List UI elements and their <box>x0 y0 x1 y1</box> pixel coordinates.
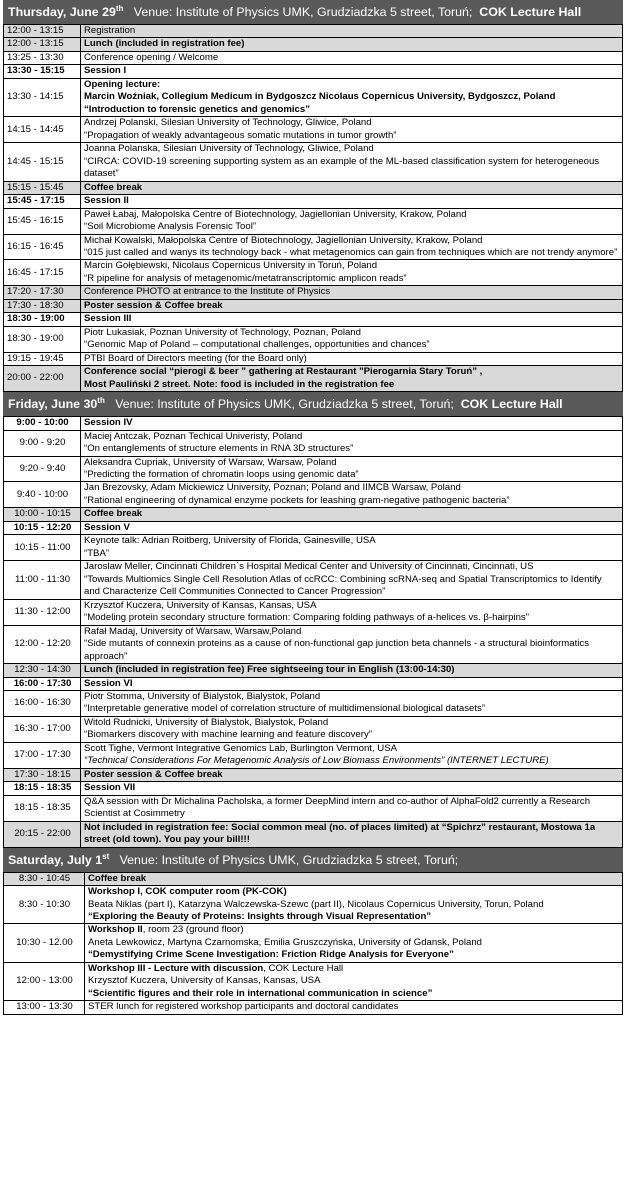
time-cell: 18:30 - 19:00 <box>4 326 81 352</box>
event-line: Marcin Gołębiewski, Nicolaus Copernicus University in Toruń, Poland <box>84 260 378 272</box>
schedule-row <box>4 181 623 194</box>
day-header <box>3 0 623 24</box>
event-line: Krzysztof Kuczera, University of Kansas, Kansas, USA <box>84 599 317 611</box>
event-cell <box>81 286 623 299</box>
schedule-row <box>4 716 623 742</box>
day-hall: COK Lecture Hall <box>479 5 582 19</box>
schedule-row <box>4 535 623 561</box>
day-header <box>3 848 623 872</box>
time-cell: 17:30 - 18:30 <box>4 299 81 312</box>
time-cell: 11:00 - 11:30 <box>4 561 81 599</box>
event-cell <box>81 78 623 116</box>
event-line: Michał Kowalski, Małopolska Centre of Biotechnology, Jagiellonian University, Krakow, Poland <box>84 234 483 246</box>
time-cell: 20:15 - 22:00 <box>4 821 81 847</box>
event-cell <box>85 924 623 962</box>
time-cell: 13:30 - 14:15 <box>4 78 81 116</box>
event-line: Opening lecture: <box>84 78 161 90</box>
event-cell <box>81 716 623 742</box>
time-cell: 12:00 - 12:20 <box>4 625 81 663</box>
event-line <box>88 963 620 975</box>
schedule-row <box>4 886 623 924</box>
schedule-row <box>4 456 623 482</box>
schedule-row <box>4 352 623 365</box>
event-cell <box>81 313 623 326</box>
event-line: “Introduction to forensic genetics and genomics” <box>84 103 311 115</box>
event-line-bold: Workshop II <box>88 924 143 936</box>
event-line: Paweł Łabaj, Małopolska Centre of Biotechnology, Jagiellonian University, Krakow, Poland <box>84 208 467 220</box>
event-cell <box>81 65 623 78</box>
schedule-row <box>4 690 623 716</box>
time-cell: 9:00 - 10:00 <box>4 417 81 430</box>
day-venue: Venue: Institute of Physics UMK, Grudziadzka 5 street, Toruń; <box>115 397 454 412</box>
event-line: “Rational engineering of dynamical enzyme pockets for leashing gram-negative pathogenic bacteria” <box>84 494 510 506</box>
event-cell <box>81 561 623 599</box>
schedule-row <box>4 782 623 795</box>
schedule-row <box>4 664 623 677</box>
schedule-row <box>4 677 623 690</box>
schedule-row <box>4 768 623 781</box>
event-line: Conference opening / Welcome <box>84 51 219 63</box>
event-line <box>88 924 620 936</box>
schedule-row <box>4 561 623 599</box>
event-cell <box>81 625 623 663</box>
event-cell <box>81 117 623 143</box>
event-line: “Demystifying Crime Scene Investigation: Friction Ridge Analysis for Everyone” <box>88 949 454 961</box>
event-line: Beata Niklas (part I), Katarzyna Walczewska-Szewc (part II), Nicolaus Copernicus University, Torun, Poland <box>88 898 544 910</box>
event-line: Piotr Stomma, University of Bialystok, Bialystok, Poland <box>84 690 321 702</box>
day-date-suffix: st <box>102 851 110 861</box>
event-line: Coffee break <box>88 872 147 884</box>
event-cell <box>81 508 623 521</box>
schedule-row <box>4 962 623 1000</box>
schedule-row <box>4 599 623 625</box>
event-line: Session II <box>84 195 129 207</box>
time-cell: 12:00 - 13:15 <box>4 25 81 38</box>
event-cell <box>81 690 623 716</box>
event-line: Krzysztof Kuczera, University of Kansas, Kansas, USA <box>88 975 321 987</box>
event-cell <box>85 1001 623 1014</box>
event-cell <box>81 742 623 768</box>
time-cell: 15:15 - 15:45 <box>4 181 81 194</box>
schedule-row <box>4 143 623 181</box>
event-line-bold: Workshop III - Lecture with discussion <box>88 962 264 974</box>
time-cell: 13:25 - 13:30 <box>4 51 81 64</box>
event-cell <box>81 417 623 430</box>
time-cell: 19:15 - 19:45 <box>4 352 81 365</box>
event-line: Coffee break <box>84 181 143 193</box>
time-cell: 9:00 - 9:20 <box>4 430 81 456</box>
day-date-suffix: th <box>115 3 124 13</box>
event-line: “Biomarkers discovery with machine learning and feature discovery” <box>84 729 372 741</box>
event-line-bold: Workshop I <box>88 886 141 898</box>
event-cell <box>81 260 623 286</box>
event-line: Aneta Lewkowicz, Martyna Czarnomska, Emilia Gruszczyńska, University of Gdansk, Poland <box>88 936 483 948</box>
event-line: “Technical Considerations For Metagenomic Analysis of Low Biomass Environments” (INTERNET LECTURE) <box>84 755 549 767</box>
event-line: Session VII <box>84 782 136 794</box>
schedule-row <box>4 313 623 326</box>
time-cell: 12:00 - 13:00 <box>4 962 85 1000</box>
event-line: PTBI Board of Directors meeting (for the Board only) <box>84 352 307 364</box>
schedule-row <box>4 260 623 286</box>
event-line: Scott Tighe, Vermont Integrative Genomics Lab, Burlington Vermont, USA <box>84 742 398 754</box>
time-cell: 10:00 - 10:15 <box>4 508 81 521</box>
time-cell: 10:15 - 12:20 <box>4 521 81 534</box>
schedule-row <box>4 299 623 312</box>
event-line: “Towards Multiomics Single Cell Resolution Atlas of ccRCC: Combining scRNA-seq and Spatial Transcriptomics to Identify and Characterize Cell Communities Connected to Cancer Progression” <box>84 573 602 598</box>
event-line: “Soil Microbiome Analysis Forensic Tool” <box>84 221 257 233</box>
event-cell <box>81 599 623 625</box>
schedule-row <box>4 521 623 534</box>
event-line: Jaroslaw Meller, Cincinnati Children`s Hospital Medical Center and University of Cincinnati, Cincinnati, US <box>84 561 534 573</box>
schedule-row <box>4 482 623 508</box>
event-cell <box>81 821 623 847</box>
day-venue: Venue: Institute of Physics UMK, Grudziadzka 5 street, Toruń; <box>133 5 473 19</box>
day-date: Saturday, July 1st <box>8 851 110 867</box>
time-cell: 16:00 - 16:30 <box>4 690 81 716</box>
time-cell: 17:00 - 17:30 <box>4 742 81 768</box>
event-cell <box>81 366 623 392</box>
event-cell <box>81 234 623 260</box>
schedule-row <box>4 417 623 430</box>
schedule-row <box>4 795 623 821</box>
schedule-row <box>4 872 623 885</box>
time-cell: 12:00 - 13:15 <box>4 38 81 51</box>
event-line: Lunch (included in registration fee) <box>84 38 245 50</box>
event-line: “R pipeline for analysis of metagenomic/metatranscriptomic amplicon reads” <box>84 272 407 284</box>
time-cell: 11:30 - 12:00 <box>4 599 81 625</box>
schedule-row <box>4 117 623 143</box>
event-line: Jan Brezovsky, Adam Mickiewicz University, Poznan; Poland and IIMCB Warsaw, Poland <box>84 482 461 494</box>
event-line: STER lunch for registered workshop participants and doctoral candidates <box>88 1001 399 1013</box>
event-line: “On entanglements of structure elements in RNA 3D structures” <box>84 443 354 455</box>
schedule-row <box>4 51 623 64</box>
event-line: Piotr Lukasiak, Poznan University of Technology, Poznan, Poland <box>84 326 361 338</box>
time-cell: 12:30 - 14:30 <box>4 664 81 677</box>
day-date-suffix: th <box>97 396 105 405</box>
event-cell <box>81 195 623 208</box>
schedule-row <box>4 508 623 521</box>
event-line: Witold Rudnicki, University of Bialystok, Bialystok, Poland <box>84 716 329 728</box>
event-line: “015 just called and wanys its technology back - what metagenomics can gain from techniques which are not trendy anymore” <box>84 246 618 258</box>
day-hall: COK Lecture Hall <box>460 397 563 412</box>
event-line: “CIRCA: COVID-19 screening supporting system as an example of the ML-based classification system for heterogeneous dataset” <box>84 155 600 180</box>
time-cell: 14:45 - 15:15 <box>4 143 81 181</box>
event-line: Poster session & Coffee break <box>84 768 223 780</box>
event-line-rest: , room 23 (ground floor) <box>142 924 244 936</box>
time-cell: 14:15 - 14:45 <box>4 117 81 143</box>
schedule-row <box>4 78 623 116</box>
event-line: Keynote talk: Adrian Roitberg, University of Florida, Gainesville, USA <box>84 535 376 547</box>
time-cell: 20:00 - 22:00 <box>4 366 81 392</box>
event-line: Rafał Madaj, University of Warsaw, Warsaw,Poland <box>84 625 302 637</box>
event-cell <box>81 677 623 690</box>
event-line: Andrzej Polanski, Silesian University of Technology, Gliwice, Poland <box>84 117 372 129</box>
event-cell <box>81 181 623 194</box>
event-line: Maciej Antczak, Poznan Techical Univeristy, Poland <box>84 430 303 442</box>
schedule-row <box>4 25 623 38</box>
event-cell <box>81 143 623 181</box>
schedule-row <box>4 924 623 962</box>
time-cell: 13:30 - 15:15 <box>4 65 81 78</box>
event-line: Session V <box>84 521 130 533</box>
time-cell: 8:30 - 10:30 <box>4 886 85 924</box>
event-line: Session VI <box>84 677 133 689</box>
time-cell: 16:00 - 17:30 <box>4 677 81 690</box>
event-line: “Modeling protein secondary structure formation: Comparing folding pathways of a-helices vs. β-hairpins” <box>84 612 529 624</box>
event-cell <box>81 326 623 352</box>
time-cell: 18:15 - 18:35 <box>4 795 81 821</box>
event-line: Marcin Woźniak, Collegium Medicum in Bydgoszcz Nicolaus Copernicus University, Bydgoszcz, Poland <box>84 91 556 103</box>
schedule-row <box>4 366 623 392</box>
schedule-row <box>4 65 623 78</box>
time-cell: 18:30 - 19:00 <box>4 313 81 326</box>
event-line: “Side mutants of connexin proteins as a cause of non-functional gap junction beta channels - a structural bioinformatics approach” <box>84 638 590 662</box>
event-line: Lunch (included in registration fee) Free sightseeing tour in English (13:00-14:30) <box>84 664 455 676</box>
day-date: Friday, June 30th <box>8 396 105 412</box>
schedule-row <box>4 326 623 352</box>
event-line: Conference PHOTO at entrance to the Institute of Physics <box>84 286 331 298</box>
event-cell <box>81 352 623 365</box>
time-cell: 16:45 - 17:15 <box>4 260 81 286</box>
event-cell <box>81 795 623 821</box>
event-cell <box>81 299 623 312</box>
time-cell: 8:30 - 10:45 <box>4 872 85 885</box>
event-cell <box>85 872 623 885</box>
time-cell: 9:20 - 9:40 <box>4 456 81 482</box>
event-cell <box>81 25 623 38</box>
event-line: “Predicting the formation of chromatin loops using genomic data” <box>84 469 359 480</box>
schedule-row <box>4 430 623 456</box>
event-line: “TBA” <box>84 547 110 559</box>
event-line: “Genomic Map of Poland – computational challenges, opportunities and chances” <box>84 339 430 351</box>
event-cell <box>85 962 623 1000</box>
schedule-row <box>4 208 623 234</box>
event-line: “Scientific figures and their role in international communication in science” <box>88 987 433 999</box>
event-line: Aleksandra Cupriak, University of Warsaw, Warsaw, Poland <box>84 456 337 468</box>
event-line: “Propagation of weakly advantageous somatic mutations in tumor growth” <box>84 129 397 141</box>
time-cell: 10:15 - 11:00 <box>4 535 81 561</box>
event-cell <box>81 38 623 51</box>
schedule-table <box>3 24 623 392</box>
event-cell <box>81 51 623 64</box>
event-line <box>88 886 620 898</box>
time-cell: 9:40 - 10:00 <box>4 482 81 508</box>
event-line: Q&A session with Dr Michalina Pacholska, a former DeepMind intern and co-author of AlphaFold2 currently a Research Scientist at Cosimmetry <box>84 795 591 820</box>
event-cell <box>81 456 623 482</box>
event-cell <box>85 886 623 924</box>
schedule-row <box>4 625 623 663</box>
event-line: Session III <box>84 313 132 325</box>
event-line-rest: , COK Lecture Hall <box>263 962 344 974</box>
event-line: Coffee break <box>84 508 143 520</box>
event-cell <box>81 521 623 534</box>
schedule <box>3 0 623 1015</box>
event-cell <box>81 782 623 795</box>
time-cell: 18:15 - 18:35 <box>4 782 81 795</box>
day-header <box>3 392 623 416</box>
event-cell <box>81 535 623 561</box>
time-cell: 13:00 - 13:30 <box>4 1001 85 1014</box>
time-cell: 15:45 - 17:15 <box>4 195 81 208</box>
schedule-row <box>4 38 623 51</box>
event-line: “Exploring the Beauty of Proteins: Insights through Visual Representation” <box>88 911 432 922</box>
event-cell <box>81 208 623 234</box>
event-line-rest: , COK computer room (PK-COK) <box>140 886 287 898</box>
time-cell: 16:15 - 16:45 <box>4 234 81 260</box>
time-cell: 17:20 - 17:30 <box>4 286 81 299</box>
event-line: Joanna Polanska, Silesian University of Technology, Gliwice, Poland <box>84 143 374 155</box>
schedule-row <box>4 742 623 768</box>
schedule-row <box>4 195 623 208</box>
time-cell: 10:30 - 12.00 <box>4 924 85 962</box>
schedule-row <box>4 821 623 847</box>
event-cell <box>81 482 623 508</box>
time-cell: 16:30 - 17:00 <box>4 716 81 742</box>
event-cell <box>81 430 623 456</box>
time-cell: 17:30 - 18:15 <box>4 768 81 781</box>
schedule-row <box>4 1001 623 1014</box>
event-line: Conference social “pierogi & beer ” gathering at Restaurant "Pierogarnia Stary Toruń” , <box>84 366 483 378</box>
event-cell <box>81 664 623 677</box>
schedule-table <box>3 872 623 1015</box>
event-line: Registration <box>84 25 136 36</box>
event-line: Poster session & Coffee break <box>84 299 223 311</box>
event-line: Session I <box>84 65 127 77</box>
day-venue: Venue: Institute of Physics UMK, Grudziadzka 5 street, Toruń; <box>119 852 459 867</box>
event-line: Not included in registration fee: Social common meal (no. of places limited) at “Spichrz” restaurant, Mostowa 1a street (old town). You pay your bill!!! <box>84 821 596 846</box>
event-cell <box>81 768 623 781</box>
schedule-table <box>3 416 623 847</box>
time-cell: 15:45 - 16:15 <box>4 208 81 234</box>
day-date: Thursday, June 29th <box>8 3 124 19</box>
event-line: Most Pauliński 2 street. Note: food is included in the registration fee <box>84 378 395 390</box>
event-line: “Interpretable generative model of correlation structure of multidimensional biological datasets” <box>84 703 486 715</box>
event-line: Session IV <box>84 417 133 429</box>
schedule-row <box>4 234 623 260</box>
schedule-row <box>4 286 623 299</box>
